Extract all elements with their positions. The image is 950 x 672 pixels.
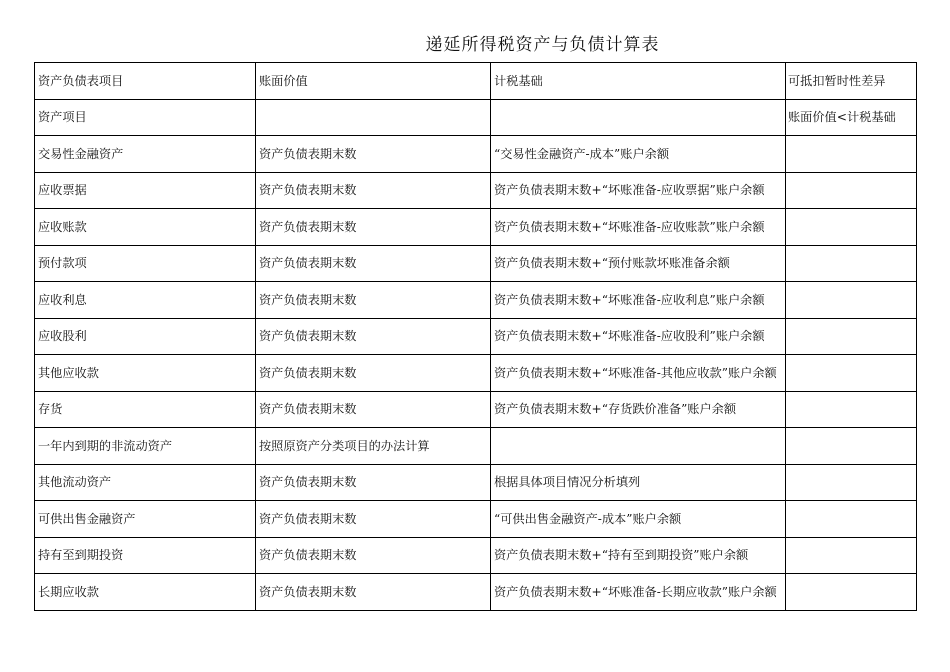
table-cell: 预付款项 <box>35 245 256 282</box>
table-cell <box>786 574 917 611</box>
table-cell <box>786 136 917 173</box>
table-cell <box>786 318 917 355</box>
table-cell: 资产负债表期末数 <box>256 318 491 355</box>
tax-calculation-table <box>34 62 917 611</box>
table-cell: 持有至到期投资 <box>35 537 256 574</box>
table-cell <box>786 464 917 501</box>
table-cell: 应收利息 <box>35 282 256 319</box>
table-cell: “可供出售金融资产-成本”账户余额 <box>491 501 786 538</box>
table-cell: 可供出售金融资产 <box>35 501 256 538</box>
table-cell: 资产负债表期末数 <box>256 537 491 574</box>
table-cell: 资产负债表期末数 <box>256 282 491 319</box>
table-cell <box>786 282 917 319</box>
table-cell <box>786 245 917 282</box>
table-row <box>35 172 917 209</box>
table-cell <box>491 99 786 136</box>
table-cell: 其他流动资产 <box>35 464 256 501</box>
table-cell: 资产负债表期末数+“坏账准备-应收利息”账户余额 <box>491 282 786 319</box>
table-cell: 其他应收款 <box>35 355 256 392</box>
table-cell: “交易性金融资产-成本”账户余额 <box>491 136 786 173</box>
table-cell: 资产负债表期末数+“存货跌价准备”账户余额 <box>491 391 786 428</box>
table-cell: 资产负债表期末数+“坏账准备-其他应收款”账户余额 <box>491 355 786 392</box>
table-row <box>35 282 917 319</box>
table-cell: 长期应收款 <box>35 574 256 611</box>
table-row <box>35 209 917 246</box>
table-row <box>35 428 917 465</box>
table-cell: 账面价值<计税基础 <box>786 99 917 136</box>
table-cell <box>786 209 917 246</box>
table-cell: 根据具体项目情况分析填列 <box>491 464 786 501</box>
table-cell <box>491 428 786 465</box>
table-cell: 一年内到期的非流动资产 <box>35 428 256 465</box>
table-cell: 资产负债表期末数 <box>256 355 491 392</box>
table-cell: 资产负债表期末数+“持有至到期投资”账户余额 <box>491 537 786 574</box>
table-cell: 应收票据 <box>35 172 256 209</box>
table-cell: 按照原资产分类项目的办法计算 <box>256 428 491 465</box>
table-cell <box>786 172 917 209</box>
page-title: 递延所得税资产与负债计算表 <box>425 35 660 55</box>
table-cell <box>786 537 917 574</box>
table-row <box>35 99 917 136</box>
table-row <box>35 537 917 574</box>
table-row <box>35 318 917 355</box>
table-cell: 资产负债表期末数 <box>256 574 491 611</box>
table-cell <box>786 391 917 428</box>
table-cell: 资产负债表期末数 <box>256 501 491 538</box>
table-row <box>35 574 917 611</box>
table-cell: 资产负债表期末数+“坏账准备-长期应收款”账户余额 <box>491 574 786 611</box>
table-row <box>35 501 917 538</box>
table-cell: 资产负债表期末数 <box>256 391 491 428</box>
table-cell <box>786 355 917 392</box>
table-row <box>35 391 917 428</box>
table-cell: 资产负债表期末数+“坏账准备-应收股利”账户余额 <box>491 318 786 355</box>
table-cell <box>786 501 917 538</box>
table-cell <box>786 428 917 465</box>
table-cell: 资产负债表期末数+“坏账准备-应收账款”账户余额 <box>491 209 786 246</box>
table-row <box>35 245 917 282</box>
table-cell: 交易性金融资产 <box>35 136 256 173</box>
table-cell: 资产负债表期末数+“预付账款坏账准备余额 <box>491 245 786 282</box>
table-cell: 应收账款 <box>35 209 256 246</box>
column-header: 可抵扣暂时性差异 <box>786 63 917 100</box>
table-cell: 应收股利 <box>35 318 256 355</box>
table-row <box>35 355 917 392</box>
column-header: 资产负债表项目 <box>35 63 256 100</box>
column-header: 账面价值 <box>256 63 491 100</box>
column-header: 计税基础 <box>491 63 786 100</box>
table-cell: 存货 <box>35 391 256 428</box>
table-cell: 资产负债表期末数+“坏账准备-应收票据”账户余额 <box>491 172 786 209</box>
table-cell: 资产负债表期末数 <box>256 245 491 282</box>
table-row <box>35 136 917 173</box>
table-cell: 资产项目 <box>35 99 256 136</box>
table-cell <box>256 99 491 136</box>
table-cell: 资产负债表期末数 <box>256 464 491 501</box>
table-cell: 资产负债表期末数 <box>256 172 491 209</box>
table-cell: 资产负债表期末数 <box>256 209 491 246</box>
table-row <box>35 464 917 501</box>
table-header-row <box>35 63 917 100</box>
table-cell: 资产负债表期末数 <box>256 136 491 173</box>
